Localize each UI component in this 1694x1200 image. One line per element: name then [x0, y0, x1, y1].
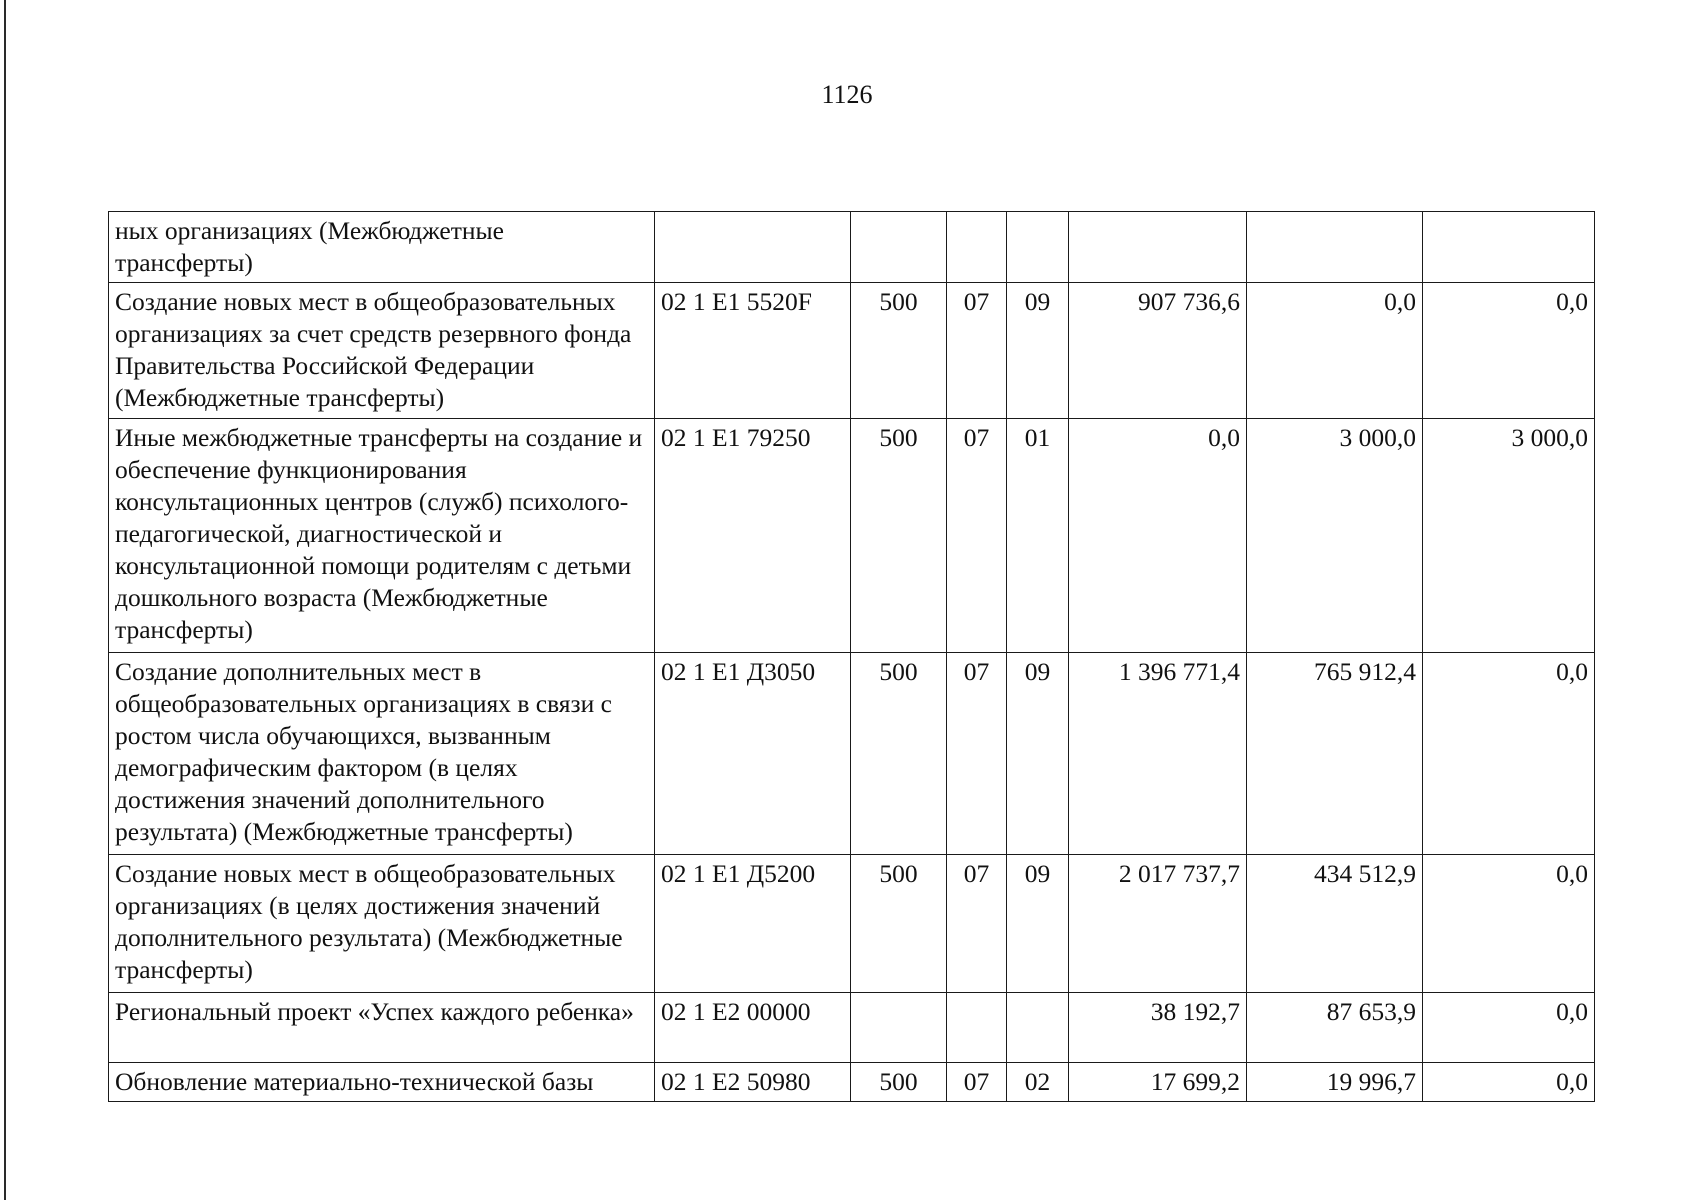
row-rz	[947, 212, 1007, 283]
table-row	[109, 1063, 1595, 1102]
row-sum-1: 2 017 737,7	[1069, 855, 1247, 993]
row-pr	[1007, 993, 1069, 1063]
row-name: Региональный проект «Успех каждого ребенка»	[109, 993, 655, 1063]
row-vr	[851, 993, 947, 1063]
row-rz	[947, 993, 1007, 1063]
row-rz: 07	[947, 419, 1007, 653]
row-pr	[1007, 212, 1069, 283]
row-vr	[851, 212, 947, 283]
row-sum-1: 1 396 771,4	[1069, 653, 1247, 855]
row-pr: 09	[1007, 283, 1069, 419]
row-sum-1: 0,0	[1069, 419, 1247, 653]
row-sum-2: 434 512,9	[1247, 855, 1423, 993]
row-rz: 07	[947, 653, 1007, 855]
row-pr: 09	[1007, 855, 1069, 993]
table-row	[109, 993, 1595, 1063]
table-row	[109, 419, 1595, 653]
row-sum-1: 907 736,6	[1069, 283, 1247, 419]
row-vr: 500	[851, 283, 947, 419]
row-sum-2: 87 653,9	[1247, 993, 1423, 1063]
row-rz: 07	[947, 283, 1007, 419]
row-name: Создание новых мест в общеобразовательных организациях (в целях достижения значений дополнительного результата) (Межбюджетные трансферты)	[109, 855, 655, 993]
row-name: Обновление материально-технической базы	[109, 1063, 655, 1102]
row-code	[655, 212, 851, 283]
row-sum-1: 17 699,2	[1069, 1063, 1247, 1102]
row-code: 02 1 E1 Д3050	[655, 653, 851, 855]
row-sum-2: 19 996,7	[1247, 1063, 1423, 1102]
row-vr: 500	[851, 855, 947, 993]
table-row	[109, 855, 1595, 993]
row-sum-3: 0,0	[1423, 283, 1595, 419]
row-sum-3: 0,0	[1423, 855, 1595, 993]
row-sum-2: 765 912,4	[1247, 653, 1423, 855]
scan-edge-line	[4, 0, 6, 1200]
row-name: Создание дополнительных мест в общеобразовательных организациях в связи с ростом числа обучающихся, вызванным демографическим фактором (в целях достижения значений дополнительного результата) (Межбюджетные трансферты)	[109, 653, 655, 855]
row-sum-2: 0,0	[1247, 283, 1423, 419]
row-code: 02 1 E1 5520F	[655, 283, 851, 419]
row-vr: 500	[851, 419, 947, 653]
row-sum-1	[1069, 212, 1247, 283]
row-code: 02 1 E1 Д5200	[655, 855, 851, 993]
budget-table	[108, 211, 1595, 1102]
row-name: Создание новых мест в общеобразовательных организациях за счет средств резервного фонда Правительства Российской Федерации (Межбюджетные трансферты)	[109, 283, 655, 419]
row-sum-3: 0,0	[1423, 653, 1595, 855]
row-rz: 07	[947, 1063, 1007, 1102]
row-pr: 02	[1007, 1063, 1069, 1102]
page-number: 1126	[821, 80, 873, 109]
row-sum-1: 38 192,7	[1069, 993, 1247, 1063]
row-name: ных организациях (Межбюджетные трансферты)	[109, 212, 655, 283]
row-sum-3: 0,0	[1423, 993, 1595, 1063]
row-pr: 09	[1007, 653, 1069, 855]
row-rz: 07	[947, 855, 1007, 993]
row-sum-3: 3 000,0	[1423, 419, 1595, 653]
table-row	[109, 283, 1595, 419]
row-code: 02 1 E2 00000	[655, 993, 851, 1063]
row-pr: 01	[1007, 419, 1069, 653]
row-vr: 500	[851, 653, 947, 855]
table-row	[109, 212, 1595, 283]
row-code: 02 1 E2 50980	[655, 1063, 851, 1102]
row-code: 02 1 E1 79250	[655, 419, 851, 653]
row-sum-2: 3 000,0	[1247, 419, 1423, 653]
row-sum-3	[1423, 212, 1595, 283]
row-vr: 500	[851, 1063, 947, 1102]
row-sum-3: 0,0	[1423, 1063, 1595, 1102]
row-sum-2	[1247, 212, 1423, 283]
row-name: Иные межбюджетные трансферты на создание и обеспечение функционирования консультационных центров (служб) психолого-педагогической, диагностической и консультационной помощи родителям с детьми дошкольного возраста (Межбюджетные трансферты)	[109, 419, 655, 653]
table-row	[109, 653, 1595, 855]
